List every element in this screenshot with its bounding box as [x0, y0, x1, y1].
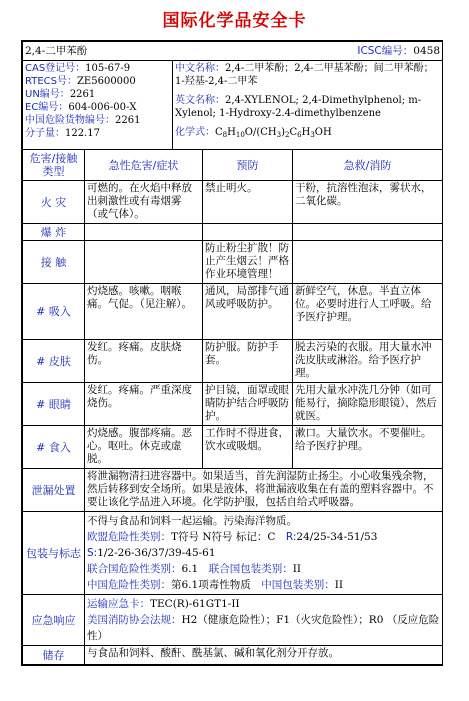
spill-row [23, 469, 443, 512]
cn-pack-label: 中国包装类别： [261, 579, 335, 591]
nfpa-value: H2（健康危险性）；F1（火灾危险性）；R0 （反应危险性） [87, 614, 440, 642]
icsc-value: 0458 [413, 44, 441, 57]
chinese-name-value: 2,4-二甲苯酚；2,4-二甲基苯酚；间二甲苯酚；1-羟基-2,4-二甲苯 [175, 63, 434, 87]
hazard-type: # 食入 [23, 426, 85, 469]
icsc-label: ICSC编号： [357, 44, 414, 57]
cn-class-label: 中国危险性类别： [87, 579, 171, 591]
name-row [23, 42, 443, 61]
prevention: 防护服。防护手套。 [203, 340, 293, 383]
un-pack-label: 联合国包装类别： [208, 563, 293, 575]
acute-symptoms: 发红。疼痛。严重深度烧伤。 [85, 383, 203, 426]
s-phrase-value: 1/2-26-36/37/39-45-61 [97, 547, 216, 559]
hazard-type: 接 触 [23, 241, 85, 284]
prevention: 通风，局部排气通风或呼吸防护。 [203, 284, 293, 340]
un-class-label: 联合国危险性类别： [87, 563, 182, 575]
spill-label: 泄漏处置 [23, 469, 85, 512]
hazard-type: # 吸入 [23, 284, 85, 340]
emergency-label: 应急响应 [23, 595, 85, 646]
card-table [22, 41, 443, 665]
nfpa-label: 美国消防协会法规： [87, 614, 182, 626]
header-first-aid: 急救/消防 [293, 150, 443, 181]
packaging-row [23, 512, 443, 595]
hazard-type: # 眼睛 [23, 383, 85, 426]
formula-label: 化学式： [175, 127, 215, 138]
safety-card [21, 40, 443, 666]
eu-class-value: T符号 N符号 标记：C [171, 531, 276, 543]
icsc-number [203, 42, 443, 61]
acute-symptoms [85, 224, 203, 241]
rtecs-value: ZE5600000 [76, 76, 136, 87]
first-aid [293, 241, 443, 284]
r-phrase-value: 24/25-34-51/53 [296, 531, 378, 543]
first-aid: 干粉，抗溶性泡沫，雾状水，二氧化碳。 [293, 181, 443, 224]
chinese-name-label: 中文名称： [175, 63, 225, 74]
prevention: 工作时不得进食，饮水或吸烟。 [203, 426, 293, 469]
hazard-row-fire [23, 181, 443, 224]
header-prevention: 预防 [203, 150, 293, 181]
cn-class-value: 第6.1项毒性物质 [171, 579, 251, 591]
page-title: 国际化学品安全卡 [162, 11, 307, 31]
hazard-row-explosion [23, 224, 443, 241]
ec-label: EC编号： [25, 102, 69, 113]
rtecs-label: RTECS号： [25, 76, 77, 87]
transport-card-label: 运输应急卡： [87, 598, 150, 610]
cn-dangerous-goods-value: 2261 [115, 115, 141, 126]
first-aid [293, 224, 443, 241]
prevention: 护目镜，面罩或眼睛防护结合呼吸防护。 [203, 383, 293, 426]
prevention [203, 224, 293, 241]
first-aid: 脱去污染的衣服。用大量水冲洗皮肤或淋浴。给予医疗护理。 [293, 340, 443, 383]
r-phrase-label: R: [285, 531, 297, 543]
header-acute: 急性危害/症状 [85, 150, 203, 181]
un-pack-value: II [292, 563, 301, 575]
english-name-label: 英文名称： [175, 95, 225, 106]
cas-label: CAS登记号： [25, 63, 86, 74]
prevention: 防止粉尘扩散！防止产生烟云！严格作业环境管理！ [203, 241, 293, 284]
molecular-weight-label: 分子量： [25, 128, 65, 139]
packaging-note: 不得与食品和饲料一起运输。污染海洋物质。 [87, 515, 297, 527]
identifier-row [23, 61, 443, 150]
names-block [173, 61, 443, 150]
storage-text: 与食品和饲料、酸酐、酰基氯、碱和氧化剂分开存放。 [85, 646, 443, 665]
storage-label: 储存 [23, 646, 85, 665]
first-aid: 新鲜空气，休息。半直立体位。必要时进行人工呼吸。给予医疗护理。 [293, 284, 443, 340]
formula-value: $C_8H_{10}O/(CH_3)_2C_6H_3OH$ [215, 127, 332, 139]
hazard-header-row [23, 150, 443, 181]
acute-symptoms: 发红。疼痛。皮肤烧伤。 [85, 340, 203, 383]
storage-row [23, 646, 443, 665]
packaging-label: 包装与标志 [23, 512, 85, 595]
hazard-type: 爆 炸 [23, 224, 85, 241]
cn-dangerous-goods-label: 中国危险货物编号： [25, 115, 115, 126]
english-name-value: 2,4-XYLENOL; 2,4-Dimethylphenol; m-Xylenol; 1-Hydroxy-2.4-dimethylbenzene [175, 95, 422, 119]
hazard-row-eyes [23, 383, 443, 426]
hazard-type: # 皮肤 [23, 340, 85, 383]
cas-value: 105-67-9 [85, 63, 131, 74]
chem-name: 2,4-二甲苯酚 [23, 42, 203, 61]
acute-symptoms: 灼烧感。腹部疼痛。恶心。呕吐。休克或虚脱。 [85, 426, 203, 469]
hazard-type: 火 灾 [23, 181, 85, 224]
molecular-weight-value: 122.17 [65, 128, 100, 139]
packaging-content [85, 512, 443, 595]
ec-value: 604-006-00-X [68, 102, 137, 113]
prevention: 禁止明火。 [203, 181, 293, 224]
eu-class-label: 欧盟危险性类别： [87, 531, 171, 543]
first-aid: 漱口。大量饮水。不要催吐。给予医疗护理。 [293, 426, 443, 469]
identifier-block [23, 61, 173, 150]
hazard-row-contact [23, 241, 443, 284]
spill-text: 将泄漏物清扫进容器中。如果适当，首先润湿防止扬尘。小心收集残余物，然后转移到安全场所。如果是液体，将泄漏液收集在有盖的塑料容器中。不要让该化学品进入环境。化学防护服，包括自给式呼吸器。 [85, 469, 443, 512]
transport-card-value: TEC(R)-61GT1-II [150, 598, 240, 610]
first-aid: 先用大量水冲洗几分钟（如可能易行，摘除隐形眼镜），然后就医。 [293, 383, 443, 426]
hazard-row-inhalation [23, 284, 443, 340]
un-label: UN编号： [25, 89, 70, 100]
acute-symptoms [85, 241, 203, 284]
un-class-value: 6.1 [181, 563, 199, 575]
emergency-row [23, 595, 443, 646]
hazard-row-ingestion [23, 426, 443, 469]
cn-pack-value: II [334, 579, 343, 591]
un-value: 2261 [69, 89, 96, 100]
hazard-row-skin [23, 340, 443, 383]
header-type: 危害/接触类型 [23, 150, 85, 181]
s-phrase-label: S: [87, 547, 98, 559]
acute-symptoms: 灼烧感。咳嗽。咽喉痛。气促。（见注解）。 [85, 284, 203, 340]
acute-symptoms: 可燃的。在火焰中释放出刺激性或有毒烟雾（或气体）。 [85, 181, 203, 224]
emergency-content [85, 595, 443, 646]
